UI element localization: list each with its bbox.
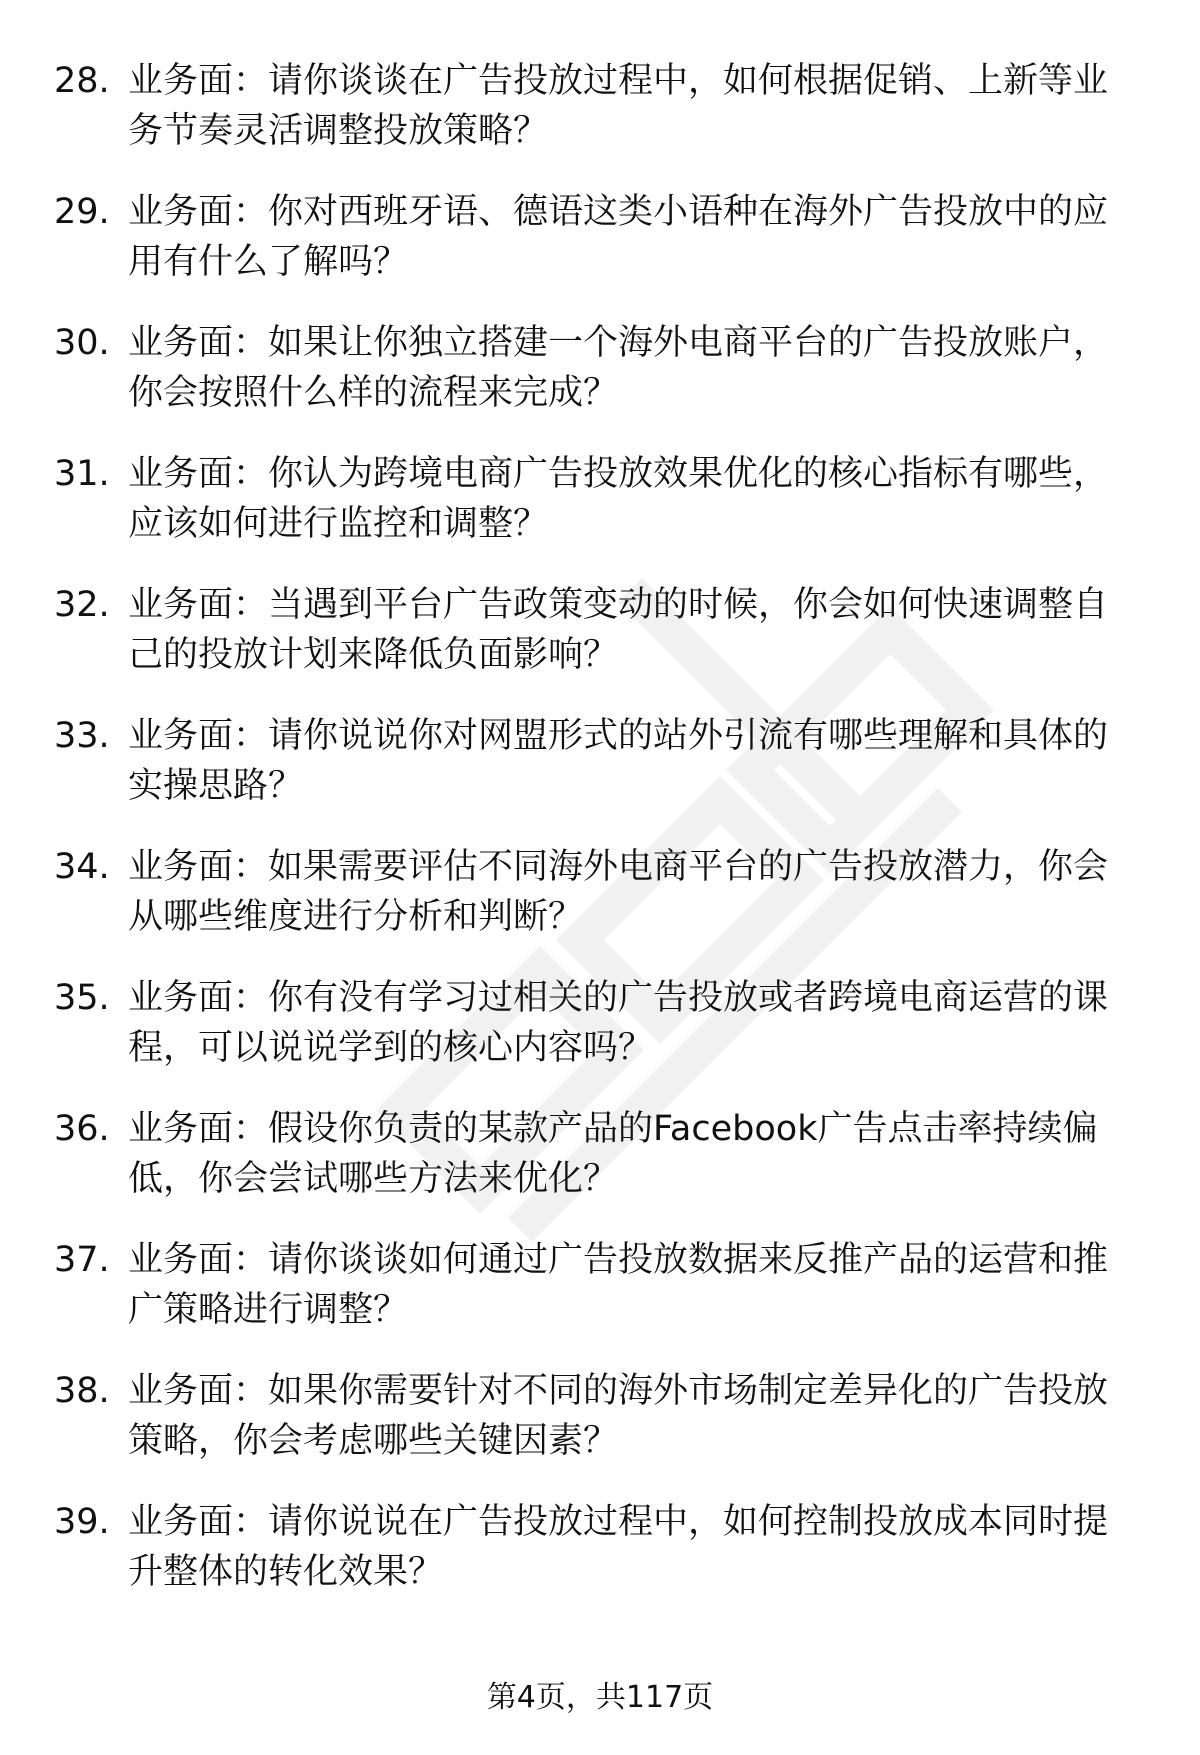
question-item xyxy=(54,449,1154,580)
question-text: 业务面：请你谈谈如何通过广告投放数据来反推产品的运营和推广策略进行调整？ xyxy=(128,1240,1109,1330)
question-item xyxy=(54,580,1154,711)
question-item xyxy=(54,711,1154,842)
question-text: 业务面：如果你需要针对不同的海外市场制定差异化的广告投放策略，你会考虑哪些关键因素？ xyxy=(128,1371,1109,1461)
question-number: 32. xyxy=(54,585,110,625)
question-item xyxy=(54,1235,1154,1366)
question-number: 39. xyxy=(54,1502,110,1542)
question-text: 业务面：你对西班牙语、德语这类小语种在海外广告投放中的应用有什么了解吗？ xyxy=(128,192,1109,282)
question-number: 35. xyxy=(54,978,110,1018)
question-text: 业务面：请你谈谈在广告投放过程中，如何根据促销、上新等业务节奏灵活调整投放策略？ xyxy=(128,61,1109,151)
question-item xyxy=(54,1366,1154,1497)
question-number: 36. xyxy=(54,1109,110,1149)
question-text: 业务面：假设你负责的某款产品的Facebook广告点击率持续偏低，你会尝试哪些方法来优化？ xyxy=(128,1109,1098,1199)
question-number: 33. xyxy=(54,716,110,756)
question-text: 业务面：如果需要评估不同海外电商平台的广告投放潜力，你会从哪些维度进行分析和判断？ xyxy=(128,847,1109,937)
question-text: 业务面：当遇到平台广告政策变动的时候，你会如何快速调整自己的投放计划来降低负面影响？ xyxy=(128,585,1109,675)
question-text: 业务面：你认为跨境电商广告投放效果优化的核心指标有哪些，应该如何进行监控和调整？ xyxy=(128,454,1109,544)
question-number: 28. xyxy=(54,61,110,101)
question-item xyxy=(54,1104,1154,1235)
page-footer: 第4页，共117页 xyxy=(486,1680,714,1715)
question-item xyxy=(54,187,1154,318)
question-number: 38. xyxy=(54,1371,110,1411)
question-text: 业务面：你有没有学习过相关的广告投放或者跨境电商运营的课程，可以说说学到的核心内容吗？ xyxy=(128,978,1109,1068)
question-number: 29. xyxy=(54,192,110,232)
question-item xyxy=(54,1497,1154,1628)
question-text: 业务面：如果让你独立搭建一个海外电商平台的广告投放账户，你会按照什么样的流程来完成？ xyxy=(128,323,1109,413)
question-number: 31. xyxy=(54,454,110,494)
question-item xyxy=(54,842,1154,973)
question-number: 30. xyxy=(54,323,110,363)
question-list xyxy=(54,56,1154,1628)
question-text: 业务面：请你说说你对网盟形式的站外引流有哪些理解和具体的实操思路？ xyxy=(128,716,1109,806)
question-item xyxy=(54,318,1154,449)
question-item xyxy=(54,56,1154,187)
question-number: 37. xyxy=(54,1240,110,1280)
question-number: 34. xyxy=(54,847,110,887)
question-text: 业务面：请你说说在广告投放过程中，如何控制投放成本同时提升整体的转化效果？ xyxy=(128,1502,1109,1592)
question-item xyxy=(54,973,1154,1104)
